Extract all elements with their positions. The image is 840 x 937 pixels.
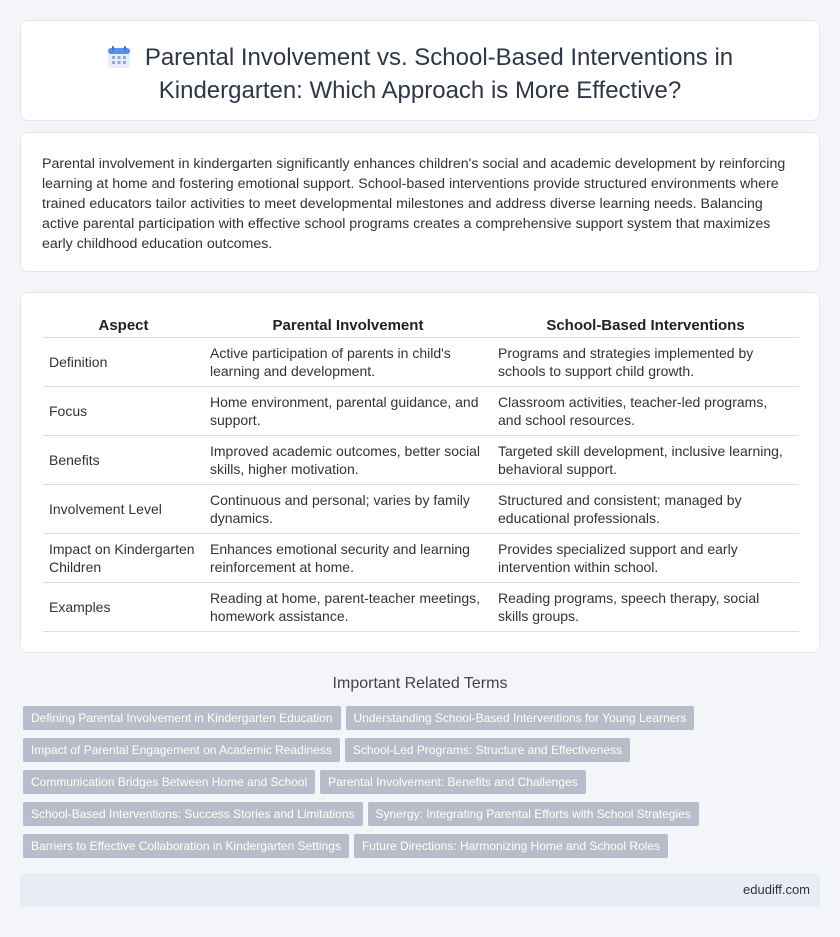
title-card	[20, 20, 820, 121]
related-term-tag[interactable]: Future Directions: Harmonizing Home and School Roles	[354, 834, 668, 858]
related-terms-row	[23, 770, 823, 802]
header-aspect: Aspect	[43, 315, 204, 338]
related-terms-row	[23, 706, 823, 738]
related-terms-heading: Important Related Terms	[332, 675, 508, 692]
related-terms-row	[23, 802, 823, 834]
comparison-card	[20, 292, 820, 653]
related-term-tag[interactable]: School-Based Interventions: Success Stories and Limitations	[23, 802, 363, 826]
related-term-tag[interactable]: Understanding School-Based Interventions for Young Learners	[346, 706, 695, 730]
footer-site[interactable]: edudiff.com	[743, 882, 810, 897]
table-row	[43, 583, 799, 632]
related-term-tag[interactable]: Synergy: Integrating Parental Efforts with School Strategies	[368, 802, 699, 826]
related-term-tag[interactable]: Impact of Parental Engagement on Academic Readiness	[23, 738, 340, 762]
related-term-tag[interactable]: Barriers to Effective Collaboration in Kindergarten Settings	[23, 834, 349, 858]
aspect-cell: Involvement Level	[43, 485, 204, 534]
comparison-table	[43, 315, 799, 632]
aspect-cell: Examples	[43, 583, 204, 632]
parental-cell: Active participation of parents in child's learning and development.	[204, 338, 492, 387]
title-line-1: Parental Involvement vs. School-Based Interventions in	[144, 44, 734, 71]
calendar-icon	[107, 45, 131, 76]
title-line-2: Kindergarten: Which Approach is More Effective?	[158, 77, 682, 104]
intro-card	[20, 132, 820, 272]
table-row	[43, 485, 799, 534]
related-term-tag[interactable]: Defining Parental Involvement in Kindergarten Education	[23, 706, 341, 730]
table-row	[43, 436, 799, 485]
related-term-tag[interactable]: Communication Bridges Between Home and School	[23, 770, 315, 794]
aspect-cell: Focus	[43, 387, 204, 436]
related-term-tag[interactable]: School-Led Programs: Structure and Effectiveness	[345, 738, 630, 762]
aspect-cell: Definition	[43, 338, 204, 387]
aspect-cell: Impact on Kindergarten Children	[43, 534, 204, 583]
aspect-cell: Benefits	[43, 436, 204, 485]
table-row	[43, 387, 799, 436]
school-cell: Structured and consistent; managed by educational professionals.	[492, 485, 799, 534]
parental-cell: Enhances emotional security and learning reinforcement at home.	[204, 534, 492, 583]
parental-cell: Reading at home, parent-teacher meetings, homework assistance.	[204, 583, 492, 632]
table-row	[43, 338, 799, 387]
related-terms-list	[23, 706, 823, 866]
table-header-row	[43, 315, 799, 338]
school-cell: Classroom activities, teacher-led programs, and school resources.	[492, 387, 799, 436]
related-terms-row	[23, 738, 823, 770]
school-cell: Reading programs, speech therapy, social skills groups.	[492, 583, 799, 632]
header-parental: Parental Involvement	[204, 315, 492, 338]
footer	[20, 873, 820, 907]
table-row	[43, 534, 799, 583]
school-cell: Provides specialized support and early intervention within school.	[492, 534, 799, 583]
related-term-tag[interactable]: Parental Involvement: Benefits and Challenges	[320, 770, 586, 794]
intro-paragraph: Parental involvement in kindergarten significantly enhances children's social and academic development by reinforcing learning at home and fostering emotional support. School-based interventions provide structured environments where trained educators tailor activities to meet developmental milestones and address diverse learning needs. Balancing active parental participation with effective school programs creates a comprehensive support system that maximizes early childhood education outcomes.	[42, 156, 786, 252]
school-cell: Targeted skill development, inclusive learning, behavioral support.	[492, 436, 799, 485]
school-cell: Programs and strategies implemented by schools to support child growth.	[492, 338, 799, 387]
related-terms-row	[23, 834, 823, 866]
page-title	[21, 43, 819, 105]
header-school: School-Based Interventions	[492, 315, 799, 338]
parental-cell: Home environment, parental guidance, and support.	[204, 387, 492, 436]
parental-cell: Improved academic outcomes, better social skills, higher motivation.	[204, 436, 492, 485]
parental-cell: Continuous and personal; varies by family dynamics.	[204, 485, 492, 534]
